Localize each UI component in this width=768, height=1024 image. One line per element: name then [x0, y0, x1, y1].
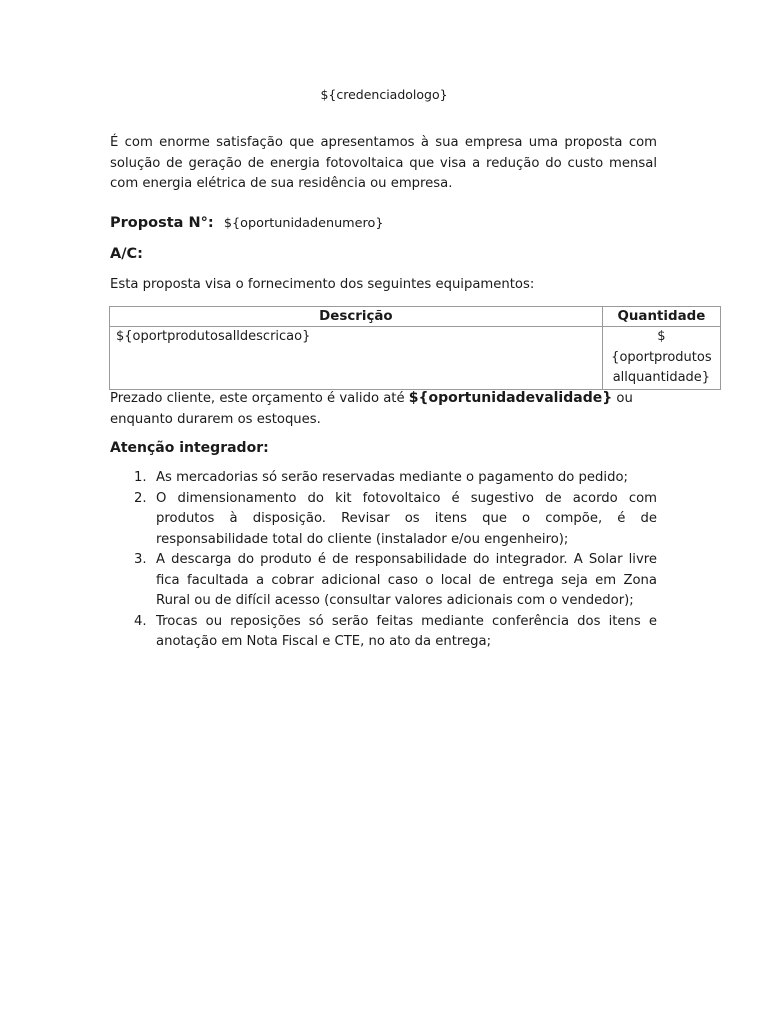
header-quantidade: Quantidade	[602, 307, 720, 327]
list-item	[110, 489, 657, 551]
table-row	[110, 327, 721, 390]
ac-label: A/C:	[110, 246, 143, 262]
list-item-number: 2.	[134, 490, 147, 506]
quantidade-line-3: allquantidade}	[612, 370, 711, 385]
atencao-heading: Atenção integrador:	[110, 440, 269, 456]
list-item-text: As mercadorias só serão reservadas mediante o pagamento do pedido;	[156, 470, 628, 485]
equipment-table	[109, 306, 721, 390]
validity-paragraph	[110, 388, 657, 430]
proposta-number: ${oportunidadenumero}	[223, 216, 384, 231]
equipment-lead: Esta proposta visa o fornecimento dos seguintes equipamentos:	[110, 277, 535, 292]
list-item-text: A descarga do produto é de responsabilidade do integrador. A Solar livre fica facultada a cobrar adicional caso o local de entrega seja em Zona Rural ou de difícil acesso (consultar valores adicionais com o vendedor);	[156, 552, 657, 608]
list-item	[110, 468, 657, 489]
quantidade-line-1: $	[657, 329, 666, 344]
header-descricao: Descrição	[110, 307, 603, 327]
cell-quantidade	[602, 327, 720, 390]
validity-text-before: Prezado cliente, este orçamento é valido até	[110, 391, 409, 406]
validity-date: ${oportunidadevalidade}	[408, 390, 613, 406]
intro-paragraph: É com enorme satisfação que apresentamos à sua empresa uma proposta com solução de geração de energia fotovoltaica que visa a redução do custo mensal com energia elétrica de sua residência ou empresa.	[110, 135, 657, 191]
list-item-number: 1.	[134, 470, 147, 485]
proposta-line	[110, 213, 657, 235]
list-item-text: O dimensionamento do kit fotovoltaico é sugestivo de acordo com produtos à disposição. Revisar os itens que o compõe, é de responsabilidade total do cliente (instalador e/ou engenheiro);	[156, 490, 657, 547]
table-header-row	[110, 307, 721, 327]
list-item	[110, 612, 657, 653]
proposta-label: Proposta N°:	[110, 215, 214, 231]
validity-text-after: ou enquanto durarem os estoques.	[110, 391, 633, 427]
cell-descricao: ${oportprodutosalldescricao}	[110, 327, 603, 390]
list-item	[110, 550, 657, 612]
quantidade-line-2: {oportprodutos	[611, 349, 712, 365]
list-item-number: 4.	[134, 613, 147, 629]
list-item-text: Trocas ou reposições só serão feitas mediante conferência dos itens e anotação em Nota Fiscal e CTE, no ato da entrega;	[156, 613, 657, 649]
list-item-number: 3.	[134, 552, 147, 567]
rules-list	[110, 468, 657, 653]
logo-placeholder: ${credenciadologo}	[320, 87, 448, 102]
